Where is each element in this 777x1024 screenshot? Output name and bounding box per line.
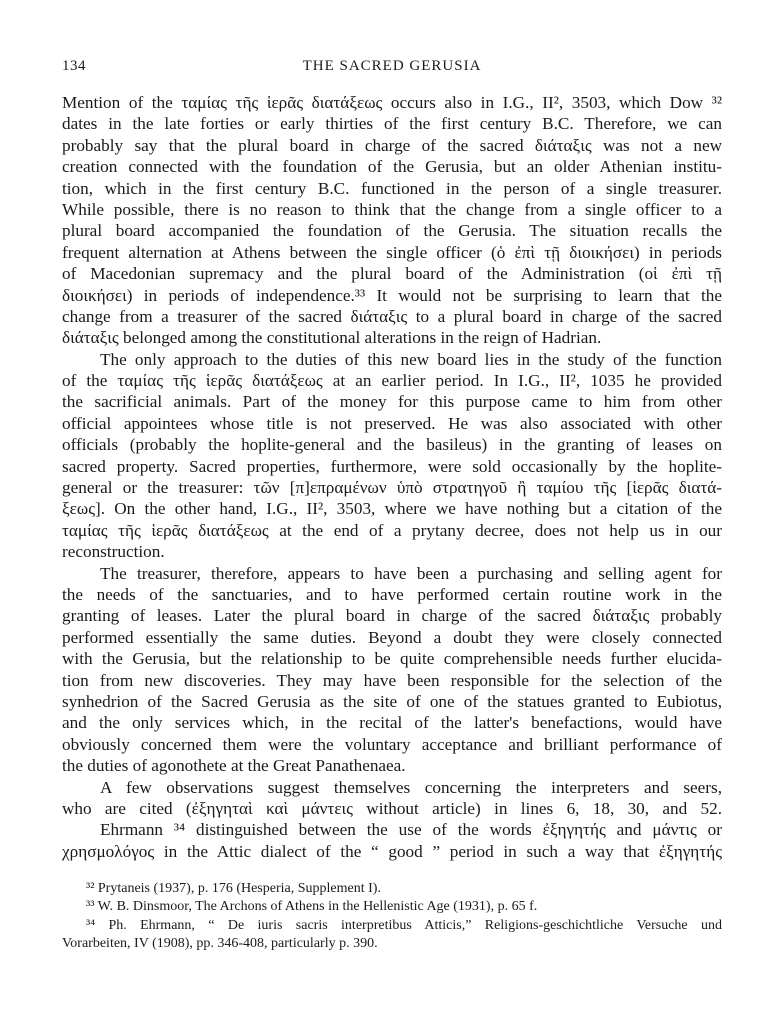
body-line: official appointees whose title is not preserved. He was also associated with other — [62, 413, 722, 433]
footnote-32: ³² Prytaneis (1937), p. 176 (Hesperia, Supplement I). — [86, 881, 381, 896]
page-number: 134 — [62, 58, 86, 74]
body-line: officials (probably the hoplite-general and the basileus) in the granting of leases on — [62, 435, 722, 455]
body-line: Ehrmann ³⁴ distinguished between the use of the words ἐξηγητής and μάντις or — [100, 820, 722, 840]
body-line: A few observations suggest themselves concerning the interpreters and seers, — [100, 777, 722, 797]
body-line: the sacrificial animals. Part of the money for this purpose came to him from other — [62, 392, 722, 412]
running-head: THE SACRED GERUSIA — [302, 58, 482, 74]
body-line: διάταξις belonged among the constitutional alterations in the reign of Hadrian. — [62, 328, 602, 348]
body-line: the needs of the sanctuaries, and to have performed certain routine work in the — [62, 584, 722, 604]
body-line: general or the treasurer: τῶν [π]επραμένων ὑπὸ στρατηγοῦ ἢ ταμίου τῆς [ἱερᾶς διατά- — [62, 478, 722, 498]
body-line: διοικήσει) in periods of independence.³³ It would not be surprising to learn that the — [62, 285, 722, 305]
body-line: plural board accompanied the foundation of the Gerusia. The situation recalls the — [62, 221, 722, 241]
body-line: χρησμολόγος in the Attic dialect of the “ good ” period in such a way that ἐξηγητής — [62, 841, 722, 861]
body-line: sacred property. Sacred properties, furthermore, were sold occasionally by the hoplite- — [62, 456, 722, 476]
body-line: performed essentially the same duties. Beyond a doubt they were closely connected — [62, 627, 722, 647]
body-line: The treasurer, therefore, appears to have been a purchasing and selling agent for — [100, 563, 722, 583]
body-line: synhedrion of the Sacred Gerusia as the site of one of the statues granted to Eubiotus, — [62, 691, 722, 711]
body-line: probably say that the plural board in charge of the sacred διάταξις was not a new — [62, 135, 722, 155]
body-line: ταμίας τῆς ἱερᾶς διατάξεως at the end of a prytany decree, does not help us in our — [62, 520, 722, 540]
body-line: of Macedonian supremacy and the plural board of the Administration (οἱ ἐπὶ τῇ — [62, 264, 722, 284]
body-line: the duties of agonothete at the Great Panathenaea. — [62, 756, 406, 776]
body-line: reconstruction. — [62, 542, 165, 562]
body-line: ξεως]. On the other hand, I.G., II², 3503, where we have nothing but a citation of the — [62, 499, 722, 519]
body-line: The only approach to the duties of this new board lies in the study of the function — [100, 349, 722, 369]
body-line: obviously concerned them were the voluntary acceptance and brilliant performance of — [62, 734, 722, 754]
body-line: creation connected with the foundation of the Gerusia, but an older Athenian institu- — [62, 157, 722, 177]
page-header — [62, 58, 722, 80]
body-line: frequent alternation at Athens between the single officer (ὁ ἐπὶ τῇ διοικήσει) in periods — [62, 242, 722, 262]
body-line: granting of leases. Later the plural board in charge of the sacred διάταξις probably — [62, 606, 722, 626]
body-line: Mention of the ταμίας τῆς ἱερᾶς διατάξεως occurs also in I.G., II², 3503, which Dow ³² — [62, 93, 722, 112]
body-text — [62, 92, 722, 862]
body-line: dates in the late forties or early thirties of the first century B.C. Therefore, we can — [62, 114, 722, 134]
footnotes — [62, 880, 722, 954]
body-line: and the only services which, in the recital of the latter's benefactions, would have — [62, 713, 722, 733]
body-line: tion from new discoveries. They may have been responsible for the selection of the — [62, 670, 722, 690]
footnote-34-continued: Vorarbeiten, IV (1908), pp. 346-408, particularly p. 390. — [62, 936, 378, 952]
body-line: of the ταμίας τῆς ἱερᾶς διατάξεως at an earlier period. In I.G., II², 1035 he provided — [62, 371, 722, 391]
body-line: tion, which in the first century B.C. functioned in the person of a single treasurer. — [62, 178, 722, 198]
body-line: change from a treasurer of the sacred διάταξις to a plural board in charge of the sacred — [62, 306, 722, 326]
body-line: who are cited (ἐξηγηταὶ καὶ μάντεις without article) in lines 6, 18, 30, and 52. — [62, 798, 722, 818]
body-line: While possible, there is no reason to think that the change from a single officer to a — [62, 199, 722, 219]
footnote-34: ³⁴ Ph. Ehrmann, “ De iuris sacris interpretibus Atticis,” Religions-geschichtliche Versuche und — [86, 917, 722, 933]
body-line: with the Gerusia, but the relationship to be quite comprehensible needs further elucida- — [62, 649, 722, 669]
footnote-33: ³³ W. B. Dinsmoor, The Archons of Athens in the Hellenistic Age (1931), p. 65 f. — [86, 899, 538, 915]
